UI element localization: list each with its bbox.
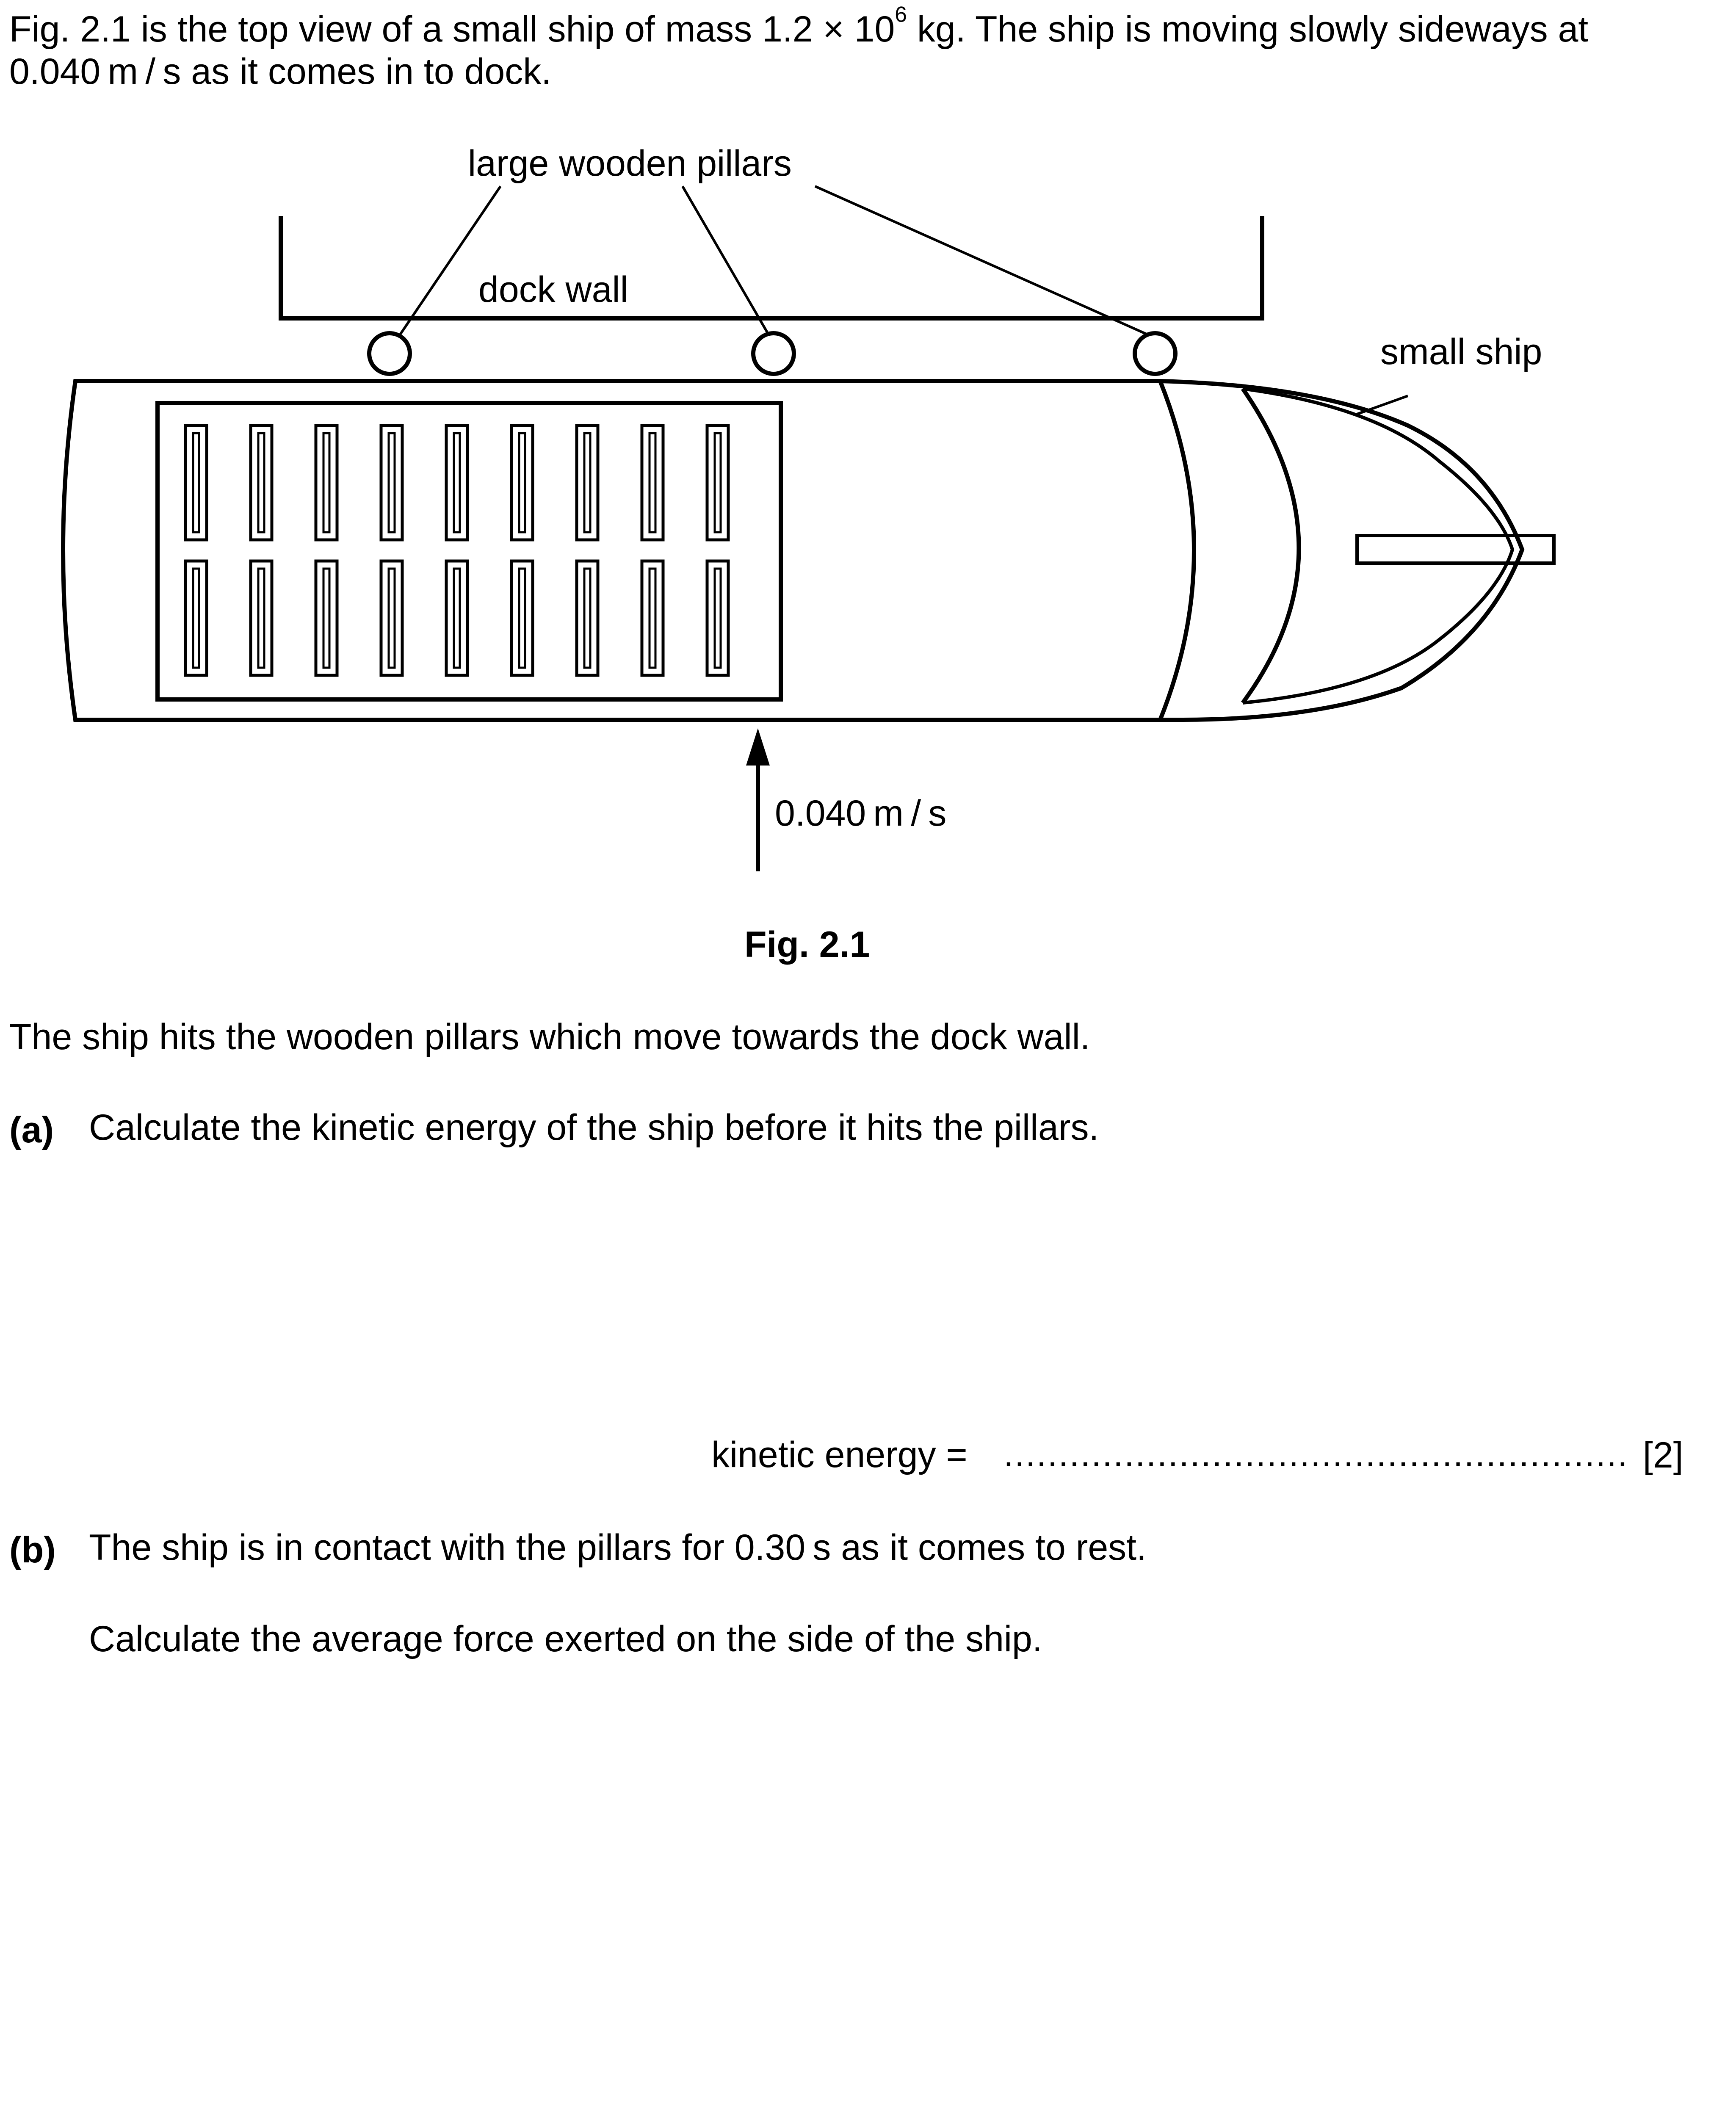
- bow-inner-line: [1243, 389, 1512, 703]
- label-dock-wall: dock wall: [478, 269, 628, 310]
- pillar-2: [753, 333, 794, 374]
- part-a-marks: [2]: [1643, 1435, 1683, 1476]
- intro-superscript: 6: [895, 2, 907, 27]
- pillar-1: [369, 333, 410, 374]
- intro-line-2: 0.040 m / s as it comes in to dock.: [9, 51, 552, 92]
- dock-wall: [281, 216, 1262, 318]
- bowsprit: [1357, 536, 1554, 563]
- part-a-question: Calculate the kinetic energy of the ship before it hits the pillars.: [89, 1107, 1099, 1148]
- hull-arc-2: [1243, 389, 1299, 703]
- pillar-3: [1135, 333, 1175, 374]
- intro-text-a: Fig. 2.1 is the top view of a small ship of mass 1.2 × 10: [9, 9, 895, 50]
- label-large-wooden-pillars: large wooden pillars: [468, 143, 792, 184]
- window-grid: [185, 426, 728, 675]
- velocity-arrow-head: [746, 728, 770, 766]
- part-a-answer-line[interactable]: .........................................................: [1003, 1434, 1628, 1474]
- part-a-label: (a): [9, 1110, 54, 1150]
- intro-text-b: kg. The ship is moving slowly sideways at: [917, 9, 1589, 50]
- label-velocity: 0.040 m / s: [775, 793, 947, 834]
- part-b-label: (b): [9, 1530, 56, 1570]
- part-b-question-2: Calculate the average force exerted on the side of the ship.: [89, 1619, 1042, 1659]
- figure-caption: Fig. 2.1: [744, 924, 870, 965]
- part-a-answer-label: kinetic energy =: [711, 1434, 968, 1475]
- ship-hull: [63, 381, 1522, 720]
- ship-diagram: [0, 0, 1736, 910]
- hull-arc-1: [1160, 381, 1194, 720]
- part-b-question-1: The ship is in contact with the pillars for 0.30 s as it comes to rest.: [89, 1527, 1147, 1568]
- label-small-ship: small ship: [1380, 332, 1542, 372]
- statement-text: The ship hits the wooden pillars which move towards the dock wall.: [9, 1017, 1090, 1057]
